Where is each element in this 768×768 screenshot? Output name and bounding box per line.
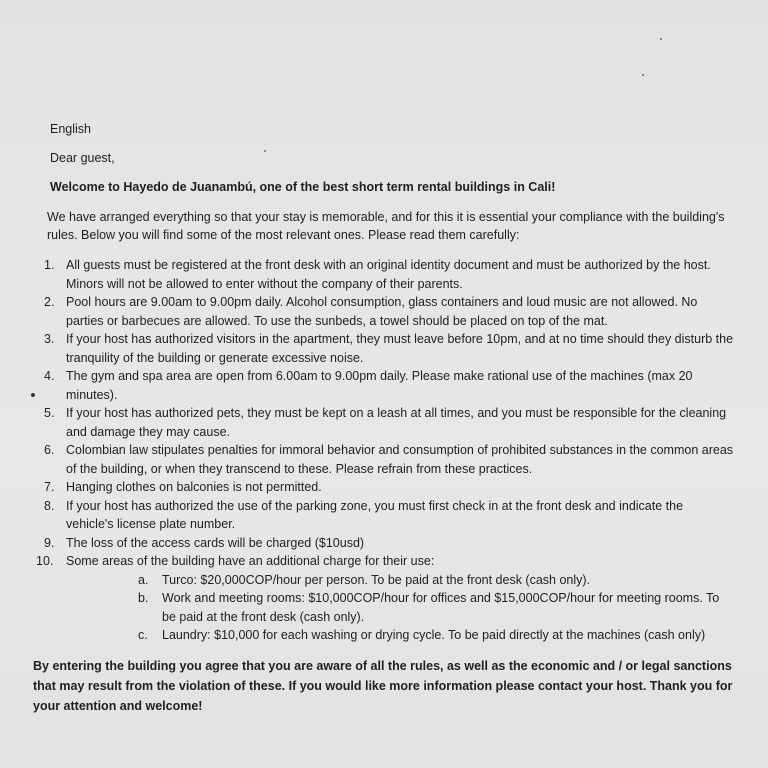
rule-item: [34, 404, 734, 441]
charge-item: [66, 589, 734, 626]
paper-speck: [660, 38, 662, 40]
rule-number: 7.: [44, 480, 55, 494]
charge-item: [66, 571, 734, 590]
rule-item: [34, 330, 734, 367]
rule-text: If your host has authorized pets, they must be kept on a leash at all times, and you must be responsible for the cleaning and damage they may cause.: [66, 406, 727, 439]
rule-item: [34, 293, 734, 330]
charge-letter: b.: [138, 591, 149, 605]
rule-number: 5.: [44, 406, 55, 420]
rule-number: 9.: [44, 535, 55, 550]
charge-text: Work and meeting rooms: $10,000COP/hour for offices and $15,000COP/hour for meeting rooms. To be paid at the front desk (cash only).: [162, 591, 720, 624]
charge-text: Laundry: $10,000 for each washing or drying cycle. To be paid directly at the machines (cash only): [162, 628, 706, 642]
charge-letter: a.: [138, 572, 149, 587]
rule-item: [34, 367, 734, 404]
paper-speck: [264, 150, 266, 152]
rule-item: [34, 534, 734, 553]
rule-text: Some areas of the building have an additional charge for their use:: [66, 554, 435, 568]
rule-text: Hanging clothes on balconies is not permitted.: [66, 480, 322, 494]
charges-list: [66, 571, 734, 645]
rule-number: 8.: [44, 498, 55, 513]
rule-text: Colombian law stipulates penalties for immoral behavior and consumption of prohibited substances in the common areas of the building, or when they transcend to these. Please refrain from these practices.: [66, 443, 734, 476]
rule-item: [34, 256, 734, 293]
welcome-heading: Welcome to Hayedo de Juanambú, one of the best short term rental buildings in Cali!: [50, 180, 556, 194]
intro-paragraph: We have arranged everything so that your stay is memorable, and for this it is essential your compliance with the building's rules. Below you will find some of the most relevant ones. Please read them carefully:: [47, 210, 725, 242]
charge-text: Turco: $20,000COP/hour per person. To be paid at the front desk (cash only).: [162, 572, 591, 587]
charge-letter: c.: [138, 628, 148, 642]
language-label: English: [50, 122, 91, 136]
rule-item: [34, 478, 734, 497]
rule-text: The gym and spa area are open from 6.00am to 9.00pm daily. Please make rational use of the machines (max 20 minutes).: [66, 369, 693, 402]
rule-item: [34, 441, 734, 478]
rule-text: Pool hours are 9.00am to 9.00pm daily. Alcohol consumption, glass containers and loud music are not allowed. No parties or barbecues are allowed. To use the sunbeds, a towel should be placed on top of the mat.: [66, 295, 698, 328]
charge-item: [66, 626, 734, 645]
rule-text: All guests must be registered at the front desk with an original identity document and must be authorized by the host. Minors will not be allowed to enter without the company of their parents.: [66, 258, 711, 291]
rule-item: [34, 497, 734, 534]
rule-text: If your host has authorized the use of the parking zone, you must first check in at the front desk and indicate the vehicle's license plate number.: [66, 498, 684, 531]
paper-speck: [642, 74, 644, 76]
closing-paragraph: By entering the building you agree that you are aware of all the rules, as well as the economic and / or legal sanctions that may result from the violation of these. If you would like more information please contact your host. Thank you for your attention and welcome!: [33, 659, 733, 713]
rule-number: 3.: [44, 332, 55, 346]
rule-number: 6.: [44, 443, 55, 457]
rules-list: [34, 256, 734, 645]
rule-number: 4.: [44, 369, 55, 383]
greeting: Dear guest,: [50, 151, 115, 165]
rule-number: 2.: [44, 295, 55, 309]
rule-text: If your host has authorized visitors in the apartment, they must leave before 10pm, and at no time should they disturb the tranquility of the building or generate excessive noise.: [66, 332, 734, 365]
rule-number: 10.: [36, 554, 54, 568]
rule-text: The loss of the access cards will be charged ($10usd): [66, 535, 365, 550]
rule-item: [34, 552, 734, 645]
rule-number: 1.: [44, 258, 55, 272]
